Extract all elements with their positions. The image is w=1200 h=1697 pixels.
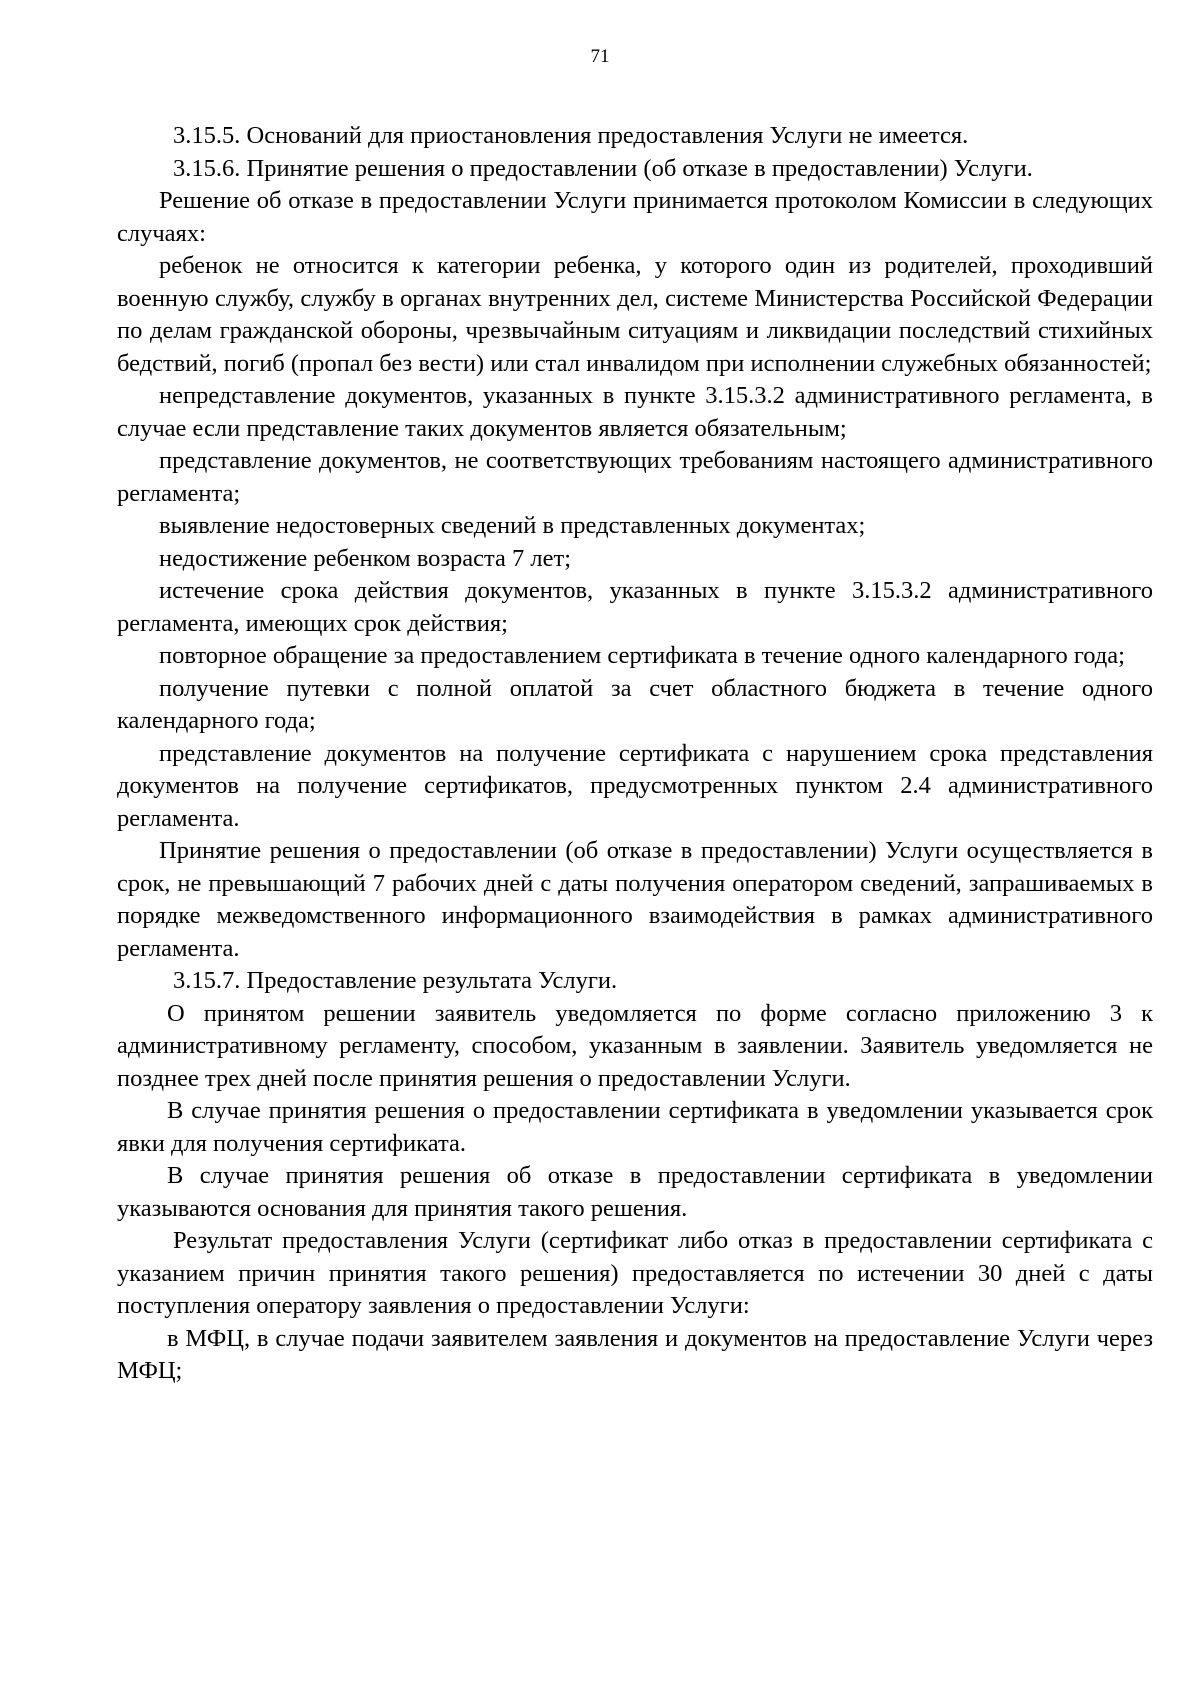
paragraph-3-15-5: 3.15.5. Оснований для приостановления предоставления Услуги не имеется.: [173, 122, 969, 149]
document-body: [117, 120, 1153, 1388]
list-item-repeat-request: повторное обращение за предоставлением сертификата в течение одного календарного года;: [159, 642, 1125, 669]
list-item-noncompliant-documents: представление документов, не соответствующих требованиям настоящего административного регламента;: [117, 447, 1153, 507]
paragraph-3-15-6: 3.15.6. Принятие решения о предоставлении (об отказе в предоставлении) Услуги.: [173, 154, 1033, 182]
list-item-age: недостижение ребенком возраста 7 лет;: [159, 544, 572, 572]
list-item-missing-documents: непредставление документов, указанных в пункте 3.15.3.2 административного регламента, в случае если представление таких документов является обязательным;: [117, 382, 1153, 442]
list-item-false-data: выявление недостоверных сведений в представленных документах;: [159, 512, 866, 539]
list-item-voucher: получение путевки с полной оплатой за счет областного бюджета в течение одного календарного года;: [117, 674, 1153, 734]
paragraph-mfc: в МФЦ, в случае подачи заявителем заявления и документов на предоставление Услуги через МФЦ;: [117, 1324, 1153, 1384]
paragraph-refusal-notice: В случае принятия решения об отказе в предоставлении сертификата в уведомлении указываются основания для принятия такого решения.: [117, 1162, 1153, 1222]
paragraph-approval-notice: В случае принятия решения о предоставлении сертификата в уведомлении указывается срок явки для получения сертификата.: [117, 1097, 1153, 1157]
paragraph-result: Результат предоставления Услуги (сертификат либо отказ в предоставлении сертификата с указанием причин принятия такого решения) предоставляется по истечении 30 дней с даты поступления оператору заявления о предоставлении Услуги:: [117, 1227, 1153, 1319]
list-item-expired-documents: истечение срока действия документов, указанных в пункте 3.15.3.2 административного регламента, имеющих срок действия;: [117, 577, 1153, 637]
paragraph-decision-term: Принятие решения о предоставлении (об отказе в предоставлении) Услуги осуществляется в срок, не превышающий 7 рабочих дней с даты получения оператором сведений, запрашиваемых в порядке межведомственного информационного взаимодействия в рамках административного регламента.: [117, 837, 1153, 962]
page-number: 71: [590, 46, 610, 67]
list-item-category: ребенок не относится к категории ребенка, у которого один из родителей, проходивший военную службу, службу в органах внутренних дел, системе Министерства Российской Федерации по делам гражданской обороны, чрезвычайным ситуациям и ликвидации последствий стихийных бедствий, погиб (пропал без вести) или стал инвалидом при исполнении служебных обязанностей;: [117, 252, 1153, 377]
paragraph-notification: О принятом решении заявитель уведомляется по форме согласно приложению 3 к административному регламенту, способом, указанным в заявлении. Заявитель уведомляется не позднее трех дней после принятия решения о предоставлении Услуги.: [117, 999, 1153, 1092]
paragraph-refusal-intro: Решение об отказе в предоставлении Услуги принимается протоколом Комиссии в следующих случаях:: [117, 187, 1153, 247]
list-item-late-submission: представление документов на получение сертификата с нарушением срока представления документов на получение сертификатов, предусмотренных пунктом 2.4 административного регламента.: [117, 739, 1153, 832]
paragraph-3-15-7: 3.15.7. Предоставление результата Услуги.: [173, 967, 618, 994]
